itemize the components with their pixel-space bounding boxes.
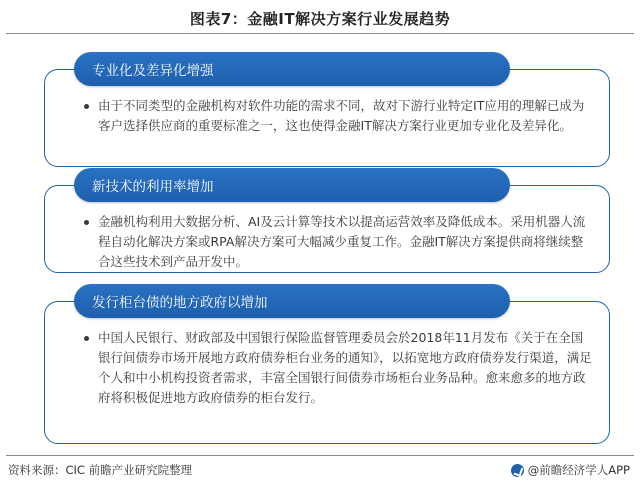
top-divider (6, 33, 634, 34)
trend-section-2 (44, 168, 610, 272)
brand-logo-icon (511, 464, 524, 477)
section-header (74, 52, 510, 86)
bullet-dot (84, 104, 89, 109)
section-body (84, 212, 594, 272)
section-body (84, 328, 594, 408)
section-header-label: 发行柜台债的地方政府以增加 (92, 295, 268, 311)
trend-section-1 (44, 52, 610, 170)
section-body-text: 金融机构利用大数据分析、AI及云计算等技术以提高运营效率及降低成本。采用机器人流程自动化解决方案或RPA解决方案可大幅减少重复工作。金融IT解决方案提供商将继续整合这些技术到产品开发中。 (98, 214, 586, 269)
section-header (74, 284, 510, 318)
source-note: 资料来源：CIC 前瞻产业研究院整理 (8, 463, 193, 477)
section-header (74, 168, 510, 202)
section-body (84, 96, 594, 136)
bullet-dot (84, 220, 89, 225)
section-body-text: 由于不同类型的金融机构对软件功能的需求不同，故对下游行业特定IT应用的理解已成为客户选择供应商的重要标准之一，这也使得金融IT解决方案行业更加专业化及差异化。 (98, 98, 585, 133)
brand-credit (511, 462, 630, 478)
trend-section-3 (44, 284, 610, 444)
section-header-label: 专业化及差异化增强 (92, 63, 214, 79)
brand-credit-text: @前瞻经济学人APP (527, 463, 630, 477)
bottom-divider (6, 455, 634, 456)
section-header-label: 新技术的利用率增加 (92, 179, 214, 195)
bullet-dot (84, 336, 89, 341)
figure-title: 图表7：金融IT解决方案行业发展趋势 (189, 10, 451, 28)
section-body-text: 中国人民银行、财政部及中国银行保险监督管理委员会於2018年11月发布《关于在全国银行间债券市场开展地方政府债券柜台业务的通知》，以拓宽地方政府债券发行渠道，满足个人和中小机构投资者需求，丰富全国银行间债券市场柜台业务品种。愈来愈多的地方政府将积极促进地方政府债券的柜台发行。 (98, 330, 592, 405)
